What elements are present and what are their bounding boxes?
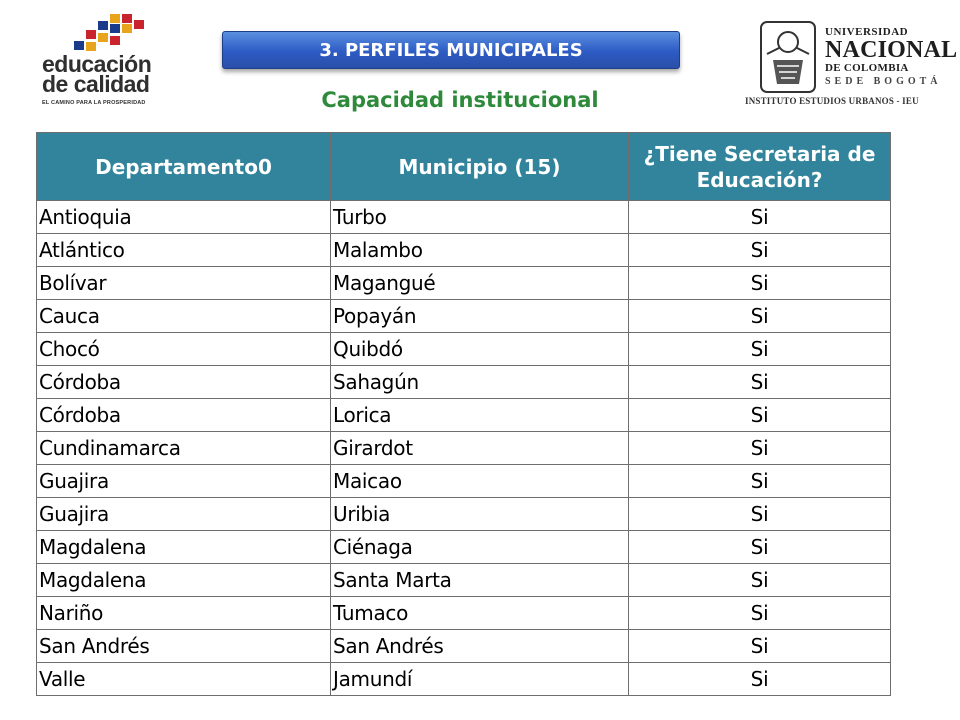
cell-municipio: Malambo: [331, 234, 629, 267]
brand-line-1: educación: [42, 51, 152, 77]
educacion-de-calidad-logo: [36, 14, 156, 106]
municipal-profiles-table: [36, 132, 891, 696]
cell-secretaria: Si: [629, 465, 891, 498]
cell-departamento: Cundinamarca: [37, 432, 331, 465]
cell-municipio: Sahagún: [331, 366, 629, 399]
cell-secretaria: Si: [629, 399, 891, 432]
university-line-1: UNIVERSIDAD: [825, 26, 909, 38]
cell-secretaria: Si: [629, 432, 891, 465]
cell-municipio: Uribia: [331, 498, 629, 531]
table-row: [37, 234, 891, 267]
cell-departamento: Bolívar: [37, 267, 331, 300]
cell-departamento: Nariño: [37, 597, 331, 630]
cell-municipio: Ciénaga: [331, 531, 629, 564]
cell-secretaria: Si: [629, 201, 891, 234]
cell-municipio: Santa Marta: [331, 564, 629, 597]
cell-departamento: Atlántico: [37, 234, 331, 267]
table-row: [37, 531, 891, 564]
cell-municipio: Magangué: [331, 267, 629, 300]
brand-tagline: EL CAMINO PARA LA PROSPERIDAD: [42, 100, 146, 106]
university-line-4: SEDE BOGOTÁ: [825, 76, 942, 87]
cell-secretaria: Si: [629, 663, 891, 696]
brand-line-2: de calidad: [42, 71, 150, 97]
table-row: [37, 333, 891, 366]
cell-secretaria: Si: [629, 531, 891, 564]
table-row: [37, 399, 891, 432]
cell-departamento: Magdalena: [37, 564, 331, 597]
table-row: [37, 267, 891, 300]
cell-departamento: Chocó: [37, 333, 331, 366]
table-row: [37, 300, 891, 333]
cell-municipio: Tumaco: [331, 597, 629, 630]
cubes-logo-icon: [66, 14, 150, 54]
cell-departamento: San Andrés: [37, 630, 331, 663]
cell-municipio: Quibdó: [331, 333, 629, 366]
institute-name: INSTITUTO ESTUDIOS URBANOS - IEU: [745, 96, 919, 106]
cell-secretaria: Si: [629, 234, 891, 267]
table-row: [37, 498, 891, 531]
cell-secretaria: Si: [629, 300, 891, 333]
cell-municipio: Lorica: [331, 399, 629, 432]
cell-secretaria: Si: [629, 333, 891, 366]
cell-municipio: San Andrés: [331, 630, 629, 663]
table-row: [37, 465, 891, 498]
cell-secretaria: Si: [629, 564, 891, 597]
header-departamento: Departamento0: [37, 133, 331, 201]
cell-departamento: Córdoba: [37, 366, 331, 399]
cell-departamento: Guajira: [37, 465, 331, 498]
cell-departamento: Cauca: [37, 300, 331, 333]
table-row: [37, 432, 891, 465]
table-row: [37, 663, 891, 696]
cell-municipio: Girardot: [331, 432, 629, 465]
table-row: [37, 564, 891, 597]
university-name: [825, 26, 957, 87]
cell-departamento: Guajira: [37, 498, 331, 531]
table-row: [37, 366, 891, 399]
cell-secretaria: Si: [629, 597, 891, 630]
section-title-banner: 3. PERFILES MUNICIPALES: [222, 31, 680, 69]
page-subtitle: Capacidad institucional: [321, 88, 599, 112]
university-seal-icon: [759, 20, 817, 94]
universidad-nacional-logo: [745, 20, 958, 110]
table-row: [37, 630, 891, 663]
cell-departamento: Valle: [37, 663, 331, 696]
header-secretaria: ¿Tiene Secretaria de Educación?: [629, 133, 891, 201]
cell-departamento: Córdoba: [37, 399, 331, 432]
cell-municipio: Maicao: [331, 465, 629, 498]
university-line-2: NACIONAL: [825, 37, 958, 63]
cell-municipio: Turbo: [331, 201, 629, 234]
cell-municipio: Popayán: [331, 300, 629, 333]
cell-secretaria: Si: [629, 498, 891, 531]
cell-departamento: Antioquia: [37, 201, 331, 234]
cell-secretaria: Si: [629, 366, 891, 399]
university-line-3: DE COLOMBIA: [825, 62, 909, 74]
table-row: [37, 597, 891, 630]
table-header-row: [37, 133, 891, 201]
cell-departamento: Magdalena: [37, 531, 331, 564]
brand-name: [42, 51, 192, 97]
cell-municipio: Jamundí: [331, 663, 629, 696]
header-municipio: Municipio (15): [331, 133, 629, 201]
cell-secretaria: Si: [629, 267, 891, 300]
table-row: [37, 201, 891, 234]
cell-secretaria: Si: [629, 630, 891, 663]
